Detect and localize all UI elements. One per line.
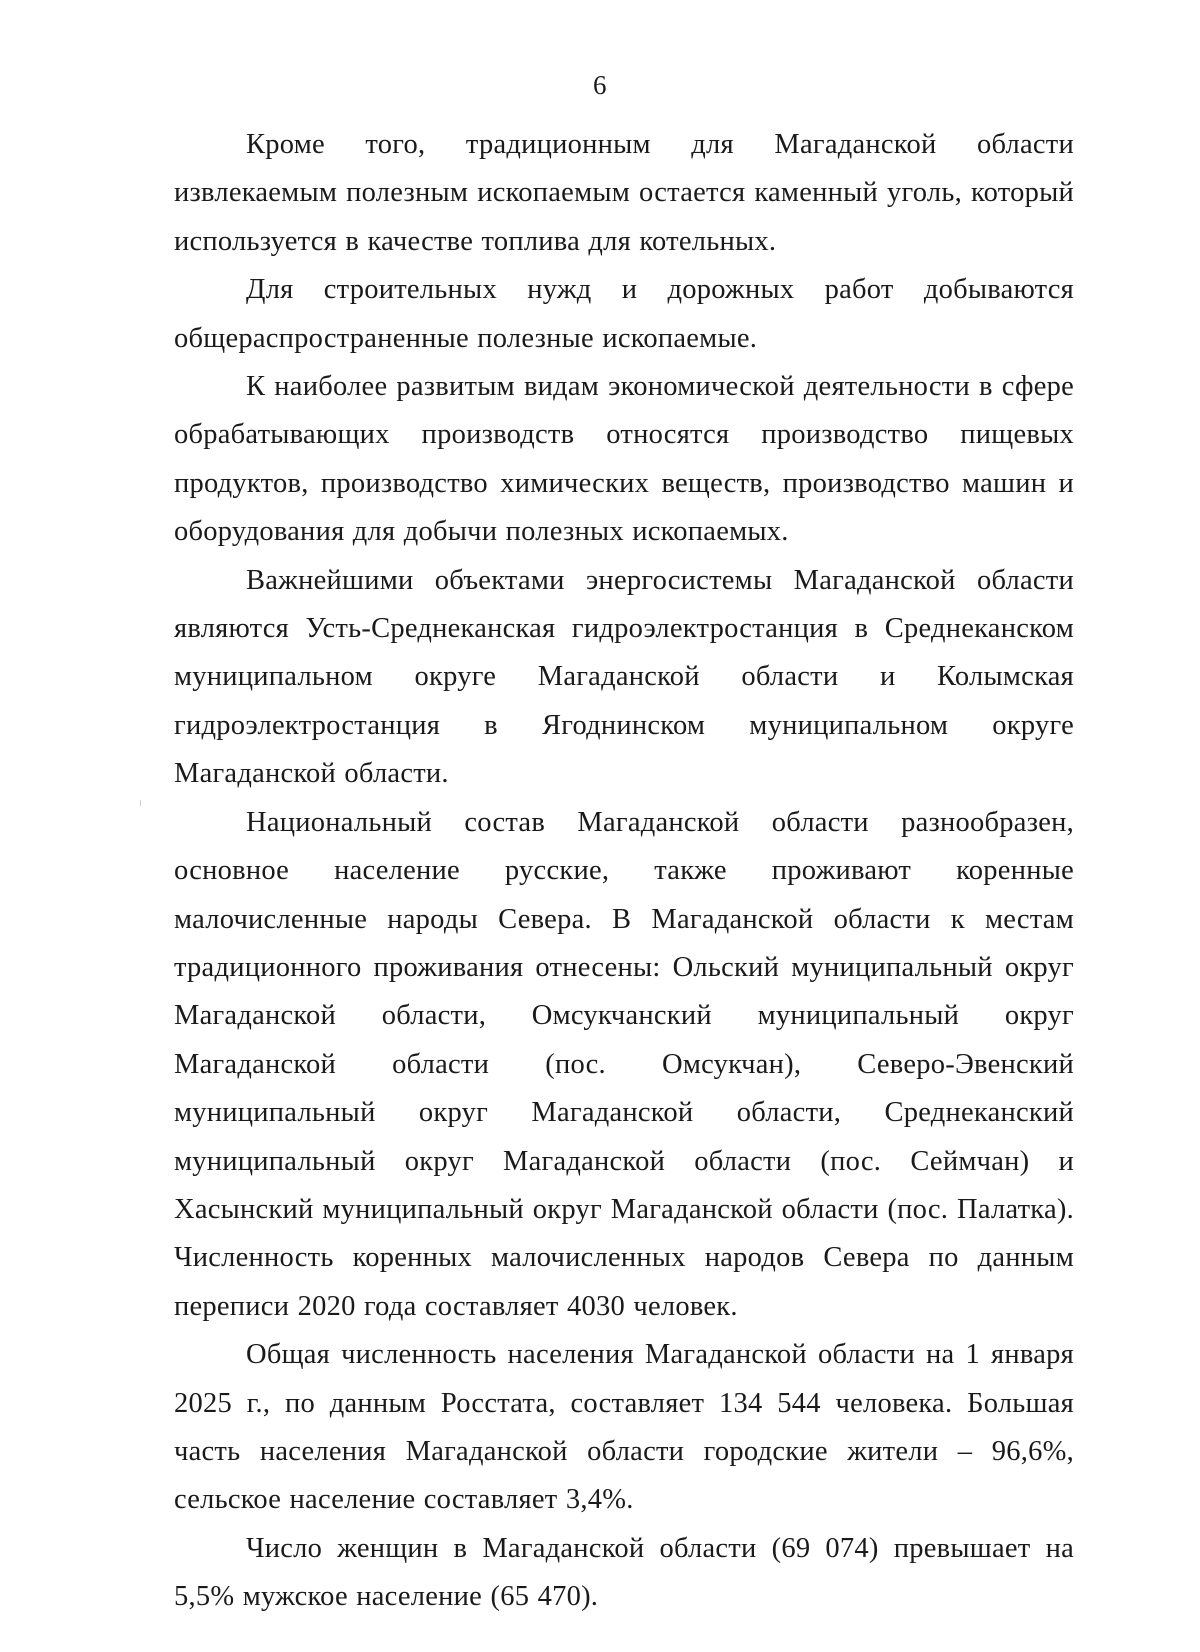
scan-margin-mark <box>140 800 141 806</box>
paragraph-population-total: Общая численность населения Магаданской области на 1 января 2025 г., по данным Росстата, составляет 134 544 человека. Большая часть населения Магаданской области городские жители – 96,6%, сельское население составляет 3,4%. <box>174 1339 1074 1516</box>
paragraph-coal: Кроме того, традиционным для Магаданской области извлекаемым полезным ископаемым остается каменный уголь, который используется в качестве топлива для котельных. <box>174 129 1074 257</box>
paragraph-energy-system: Важнейшими объектами энергосистемы Магаданской области являются Усть-Среднеканская гидроэлектростанция в Среднеканском муниципальном округе Магаданской области и Колымская гидроэлектростанция в Ягоднинском муниципальном округе Магаданской области. <box>174 564 1074 790</box>
paragraph-gender-ratio: Число женщин в Магаданской области (69 074) превышает на 5,5% мужское население (65 470). <box>174 1532 1074 1613</box>
page-number: 6 <box>593 70 607 100</box>
document-body <box>174 121 1074 1622</box>
paragraph-manufacturing: К наиболее развитым видам экономической деятельности в сфере обрабатывающих производств относятся производство пищевых продуктов, производство химических веществ, производство машин и оборудования для добычи полезных ископаемых. <box>174 371 1074 548</box>
paragraph-construction-minerals: Для строительных нужд и дорожных работ добываются общераспространенные полезные ископаемые. <box>174 274 1074 354</box>
paragraph-national-composition: Национальный состав Магаданской области разнообразен, основное население русские, также проживают коренные малочисленные народы Севера. В Магаданской области к местам традиционного проживания отнесены: Ольский муниципальный округ Магаданской области, Омсукчанский муниципальный округ Магаданской области (пос. Омсукчан), Северо-Эвенский муниципальный округ Магаданской области, Среднеканский муниципальный округ Магаданской области (пос. Сеймчан) и Хасынский муниципальный округ Магаданской области (пос. Палатка). Численность коренных малочисленных народов Севера по данным переписи 2020 года составляет 4030 человек. <box>174 806 1074 1322</box>
